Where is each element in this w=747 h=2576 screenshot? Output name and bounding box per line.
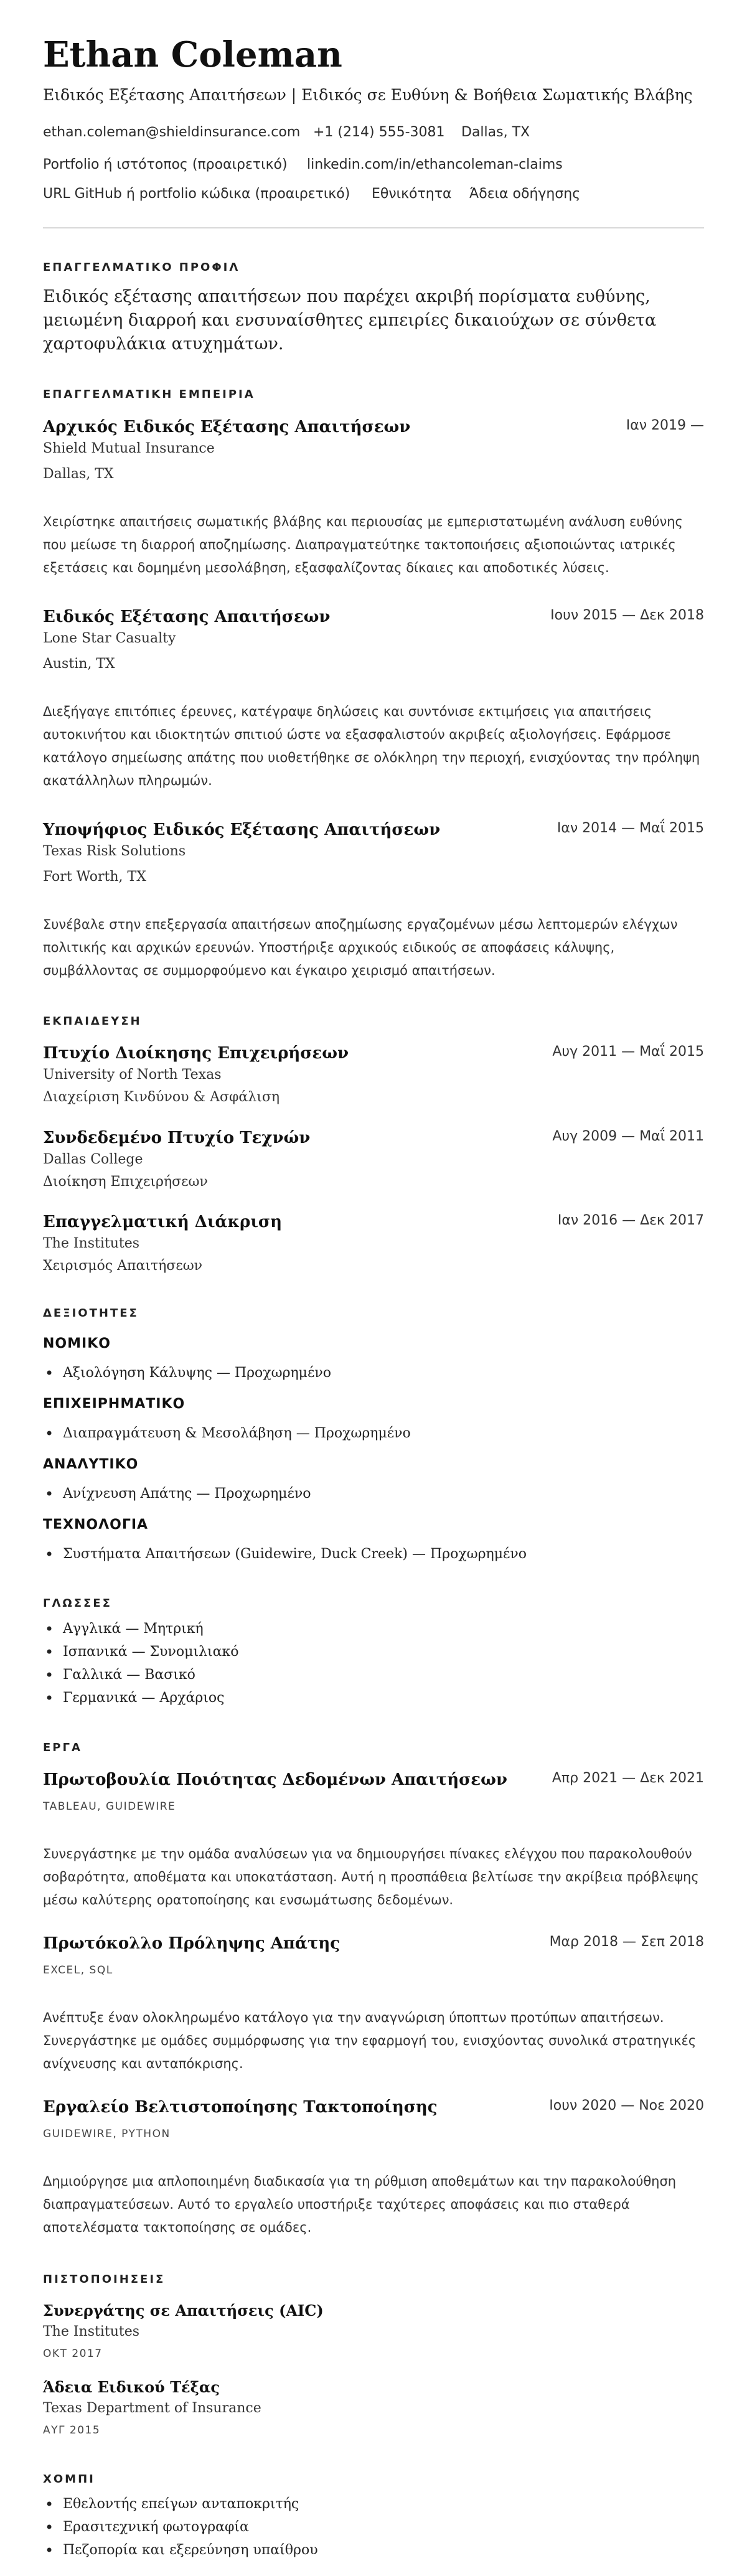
project-dates: Ιουν 2020 — Νοε 2020 bbox=[549, 2098, 704, 2113]
section-heading-projects: ΕΡΓΑ bbox=[43, 1741, 82, 1754]
section-heading-education: ΕΚΠΑΙΔΕΥΣΗ bbox=[43, 1015, 142, 1028]
project-description: Συνεργάστηκε με την ομάδα αναλύσεων για να δημιουργήσει πίνακες ελέγχου που παρακολουθούν σοβαρότητα, αποθέματα και υποκατάσταση. Αυτή η προσπάθεια βελτίωσε την ακρίβεια πρόβλεψης μέσω καλύτερης ορατοποίησης και ενσωμάτωσης δεδομένων. bbox=[43, 1846, 699, 1907]
education-dates: Αυγ 2011 — Μαΐ 2015 bbox=[552, 1044, 704, 1060]
education-degree: Επαγγελματική Διάκριση bbox=[43, 1213, 282, 1231]
location: Dallas, TX bbox=[461, 125, 530, 140]
education-school: University of North Texas bbox=[43, 1067, 222, 1083]
hobby-item: • Ερασιτεχνική φωτογραφία bbox=[43, 2519, 249, 2535]
job-description: Χειρίστηκε απαιτήσεις σωματικής βλάβης και περιουσίας με εμπεριστατωμένη ανάλυση ευθύνης που μείωσε τη διαρροή αποζημίωσης. Διαπραγματεύτηκε τακτοποιήσεις αξιοποιώντας ιατρικές εξετάσεις και δομημένη μεσολάβηση, εξασφαλίζοντας δίκαιες και αποδοτικές λύσεις. bbox=[43, 514, 683, 575]
certification-issuer: The Institutes bbox=[43, 2324, 140, 2339]
job-company: Texas Risk Solutions bbox=[43, 844, 186, 859]
job-dates: Ιουν 2015 — Δεκ 2018 bbox=[550, 608, 704, 623]
job-location: Dallas, TX bbox=[43, 466, 114, 482]
skill-category: ΤΕΧΝΟΛΟΓΙΑ bbox=[43, 1517, 149, 1533]
skill-item: • Συστήματα Απαιτήσεων (Guidewire, Duck Creek) — Προχωρημένο bbox=[43, 1546, 527, 1562]
candidate-name: Ethan Coleman bbox=[43, 34, 342, 75]
section-heading-languages: ΓΛΩΣΣΕΣ bbox=[43, 1597, 112, 1610]
nationality: Εθνικότητα bbox=[372, 186, 452, 202]
project-title: Πρωτοβουλία Ποιότητας Δεδομένων Απαιτήσεων bbox=[43, 1770, 507, 1789]
language-item: • Γαλλικά — Βασικό bbox=[43, 1667, 195, 1683]
portfolio-link[interactable]: Portfolio ή ιστότοπος (προαιρετικό) bbox=[43, 157, 288, 172]
education-field: Χειρισμός Απαιτήσεων bbox=[43, 1258, 203, 1274]
project-tech: GUIDEWIRE, PYTHON bbox=[43, 2128, 171, 2140]
education-field: Διοίκηση Επιχειρήσεων bbox=[43, 1174, 208, 1190]
candidate-title: Ειδικός Εξέτασης Απαιτήσεων | Ειδικός σε Ευθύνη & Βοήθεια Σωματικής Βλάβης bbox=[43, 86, 693, 104]
section-heading-profile: ΕΠΑΓΓΕΛΜΑΤΙΚΟ ΠΡΟΦΙΛ bbox=[43, 261, 240, 274]
project-title: Εργαλείο Βελτιστοποίησης Τακτοποίησης bbox=[43, 2098, 438, 2117]
skill-item: • Διαπραγμάτευση & Μεσολάβηση — Προχωρημένο bbox=[43, 1426, 411, 1441]
project-tech: TABLEAU, GUIDEWIRE bbox=[43, 1800, 176, 1813]
education-school: The Institutes bbox=[43, 1236, 140, 1251]
job-description: Συνέβαλε στην επεξεργασία απαιτήσεων αποζημίωσης εργαζομένων μέσω λεπτομερών ελέγχων πολιτικής και αρχικών ερευνών. Υποστήριξε αρχικούς ειδικούς σε αποφάσεις κάλυψης, συμβάλλοντας σε συμμορφούμενο και έγκαιρο χειρισμό απαιτήσεων. bbox=[43, 917, 678, 978]
header-divider bbox=[43, 227, 704, 228]
project-title: Πρωτόκολλο Πρόληψης Απάτης bbox=[43, 1934, 341, 1953]
job-dates: Ιαν 2019 — bbox=[626, 418, 704, 433]
project-description: Δημιούργησε μια απλοποιημένη διαδικασία για τη ρύθμιση αποθεμάτων και την παρακολούθηση διαπραγματεύσεων. Αυτό το εργαλείο υποστήριξε ταχύτερες αποφάσεις και πιο σταθερά αποτελέσματα τακτοποίησης σε ομάδες. bbox=[43, 2174, 677, 2235]
job-company: Shield Mutual Insurance bbox=[43, 441, 215, 456]
certification-name: Συνεργάτης σε Απαιτήσεις (AIC) bbox=[43, 2301, 324, 2320]
github-link[interactable]: URL GitHub ή portfolio κώδικα (προαιρετικό) bbox=[43, 186, 350, 202]
language-item: • Αγγλικά — Μητρική bbox=[43, 1621, 204, 1637]
section-heading-hobbies: ΧΟΜΠΙ bbox=[43, 2473, 95, 2486]
education-degree: Πτυχίο Διοίκησης Επιχειρήσεων bbox=[43, 1044, 349, 1063]
section-heading-certifications: ΠΙΣΤΟΠΟΙΗΣΕΙΣ bbox=[43, 2273, 166, 2286]
job-location: Fort Worth, TX bbox=[43, 869, 146, 885]
linkedin-link[interactable]: linkedin.com/in/ethancoleman-claims bbox=[307, 157, 563, 172]
drivers-license: Άδεια οδήγησης bbox=[469, 186, 581, 202]
certification-name: Άδεια Ειδικού Τέξας bbox=[43, 2378, 220, 2396]
education-dates: Ιαν 2016 — Δεκ 2017 bbox=[557, 1213, 704, 1228]
profile-summary: Ειδικός εξέτασης απαιτήσεων που παρέχει ακριβή πορίσματα ευθύνης, μειωμένη διαρροή και ενσυναίσθητες εμπειρίες δικαιούχων σε σύνθετα χαρτοφυλάκια ατυχημάτων. bbox=[43, 287, 657, 354]
skill-item: • Αξιολόγηση Κάλυψης — Προχωρημένο bbox=[43, 1365, 331, 1381]
hobby-item: • Πεζοπορία και εξερεύνηση υπαίθρου bbox=[43, 2542, 318, 2558]
job-company: Lone Star Casualty bbox=[43, 631, 176, 646]
project-dates: Απρ 2021 — Δεκ 2021 bbox=[552, 1770, 704, 1786]
project-tech: EXCEL, SQL bbox=[43, 1964, 113, 1977]
skill-category: ΑΝΑΛΥΤΙΚΟ bbox=[43, 1457, 139, 1472]
project-dates: Μαρ 2018 — Σεπ 2018 bbox=[549, 1934, 704, 1950]
phone-number[interactable]: +1 (214) 555-3081 bbox=[313, 125, 445, 140]
certification-issuer: Texas Department of Insurance bbox=[43, 2400, 261, 2416]
education-field: Διαχείριση Κινδύνου & Ασφάλιση bbox=[43, 1089, 280, 1105]
section-heading-skills: ΔΕΞΙΟΤΗΤΕΣ bbox=[43, 1307, 139, 1320]
education-degree: Συνδεδεμένο Πτυχίο Τεχνών bbox=[43, 1129, 311, 1147]
language-item: • Ισπανικά — Συνομιλιακό bbox=[43, 1644, 239, 1660]
certification-date: ΟΚΤ 2017 bbox=[43, 2348, 103, 2360]
language-item: • Γερμανικά — Αρχάριος bbox=[43, 1690, 224, 1706]
skill-item: • Ανίχνευση Απάτης — Προχωρημένο bbox=[43, 1486, 311, 1502]
job-title: Αρχικός Ειδικός Εξέτασης Απαιτήσεων bbox=[43, 418, 411, 436]
job-title: Υποψήφιος Ειδικός Εξέτασης Απαιτήσεων bbox=[43, 820, 441, 839]
project-description: Ανέπτυξε έναν ολοκληρωμένο κατάλογο για την αναγνώριση ύποπτων προτύπων απαιτήσεων. Συνεργάστηκε με ομάδες συμμόρφωσης για την εφαρμογή του, ενισχύοντας συνολικά στρατηγικές ανίχνευσης και ανταπόκρισης. bbox=[43, 2010, 697, 2071]
skill-category: ΕΠΙΧΕΙΡΗΜΑΤΙΚΟ bbox=[43, 1396, 186, 1412]
email-link[interactable]: ethan.coleman@shieldinsurance.com bbox=[43, 125, 301, 140]
job-location: Austin, TX bbox=[43, 656, 115, 672]
section-heading-experience: ΕΠΑΓΓΕΛΜΑΤΙΚΗ ΕΜΠΕΙΡΙΑ bbox=[43, 388, 255, 401]
job-dates: Ιαν 2014 — Μαΐ 2015 bbox=[557, 820, 704, 836]
hobby-item: • Εθελοντής επείγων ανταποκριτής bbox=[43, 2496, 299, 2512]
job-title: Ειδικός Εξέτασης Απαιτήσεων bbox=[43, 608, 331, 626]
skill-category: ΝΟΜΙΚΟ bbox=[43, 1336, 111, 1351]
job-description: Διεξήγαγε επιτόπιες έρευνες, κατέγραψε δηλώσεις και συντόνισε εκτιμήσεις για απαιτήσεις αυτοκινήτου και ιδιοκτητών σπιτιού ώστε να εξασφαλιστούν ακριβείς αξιολογήσεις. Εφάρμοσε κατάλογο σημείωσης απάτης που υιοθετήθηκε σε ολόκληρη την περιοχή, ενισχύοντας την πρόληψη ακατάλληλων πληρωμών. bbox=[43, 704, 700, 788]
certification-date: ΑΥΓ 2015 bbox=[43, 2424, 101, 2437]
education-dates: Αυγ 2009 — Μαΐ 2011 bbox=[552, 1129, 704, 1144]
education-school: Dallas College bbox=[43, 1152, 143, 1167]
